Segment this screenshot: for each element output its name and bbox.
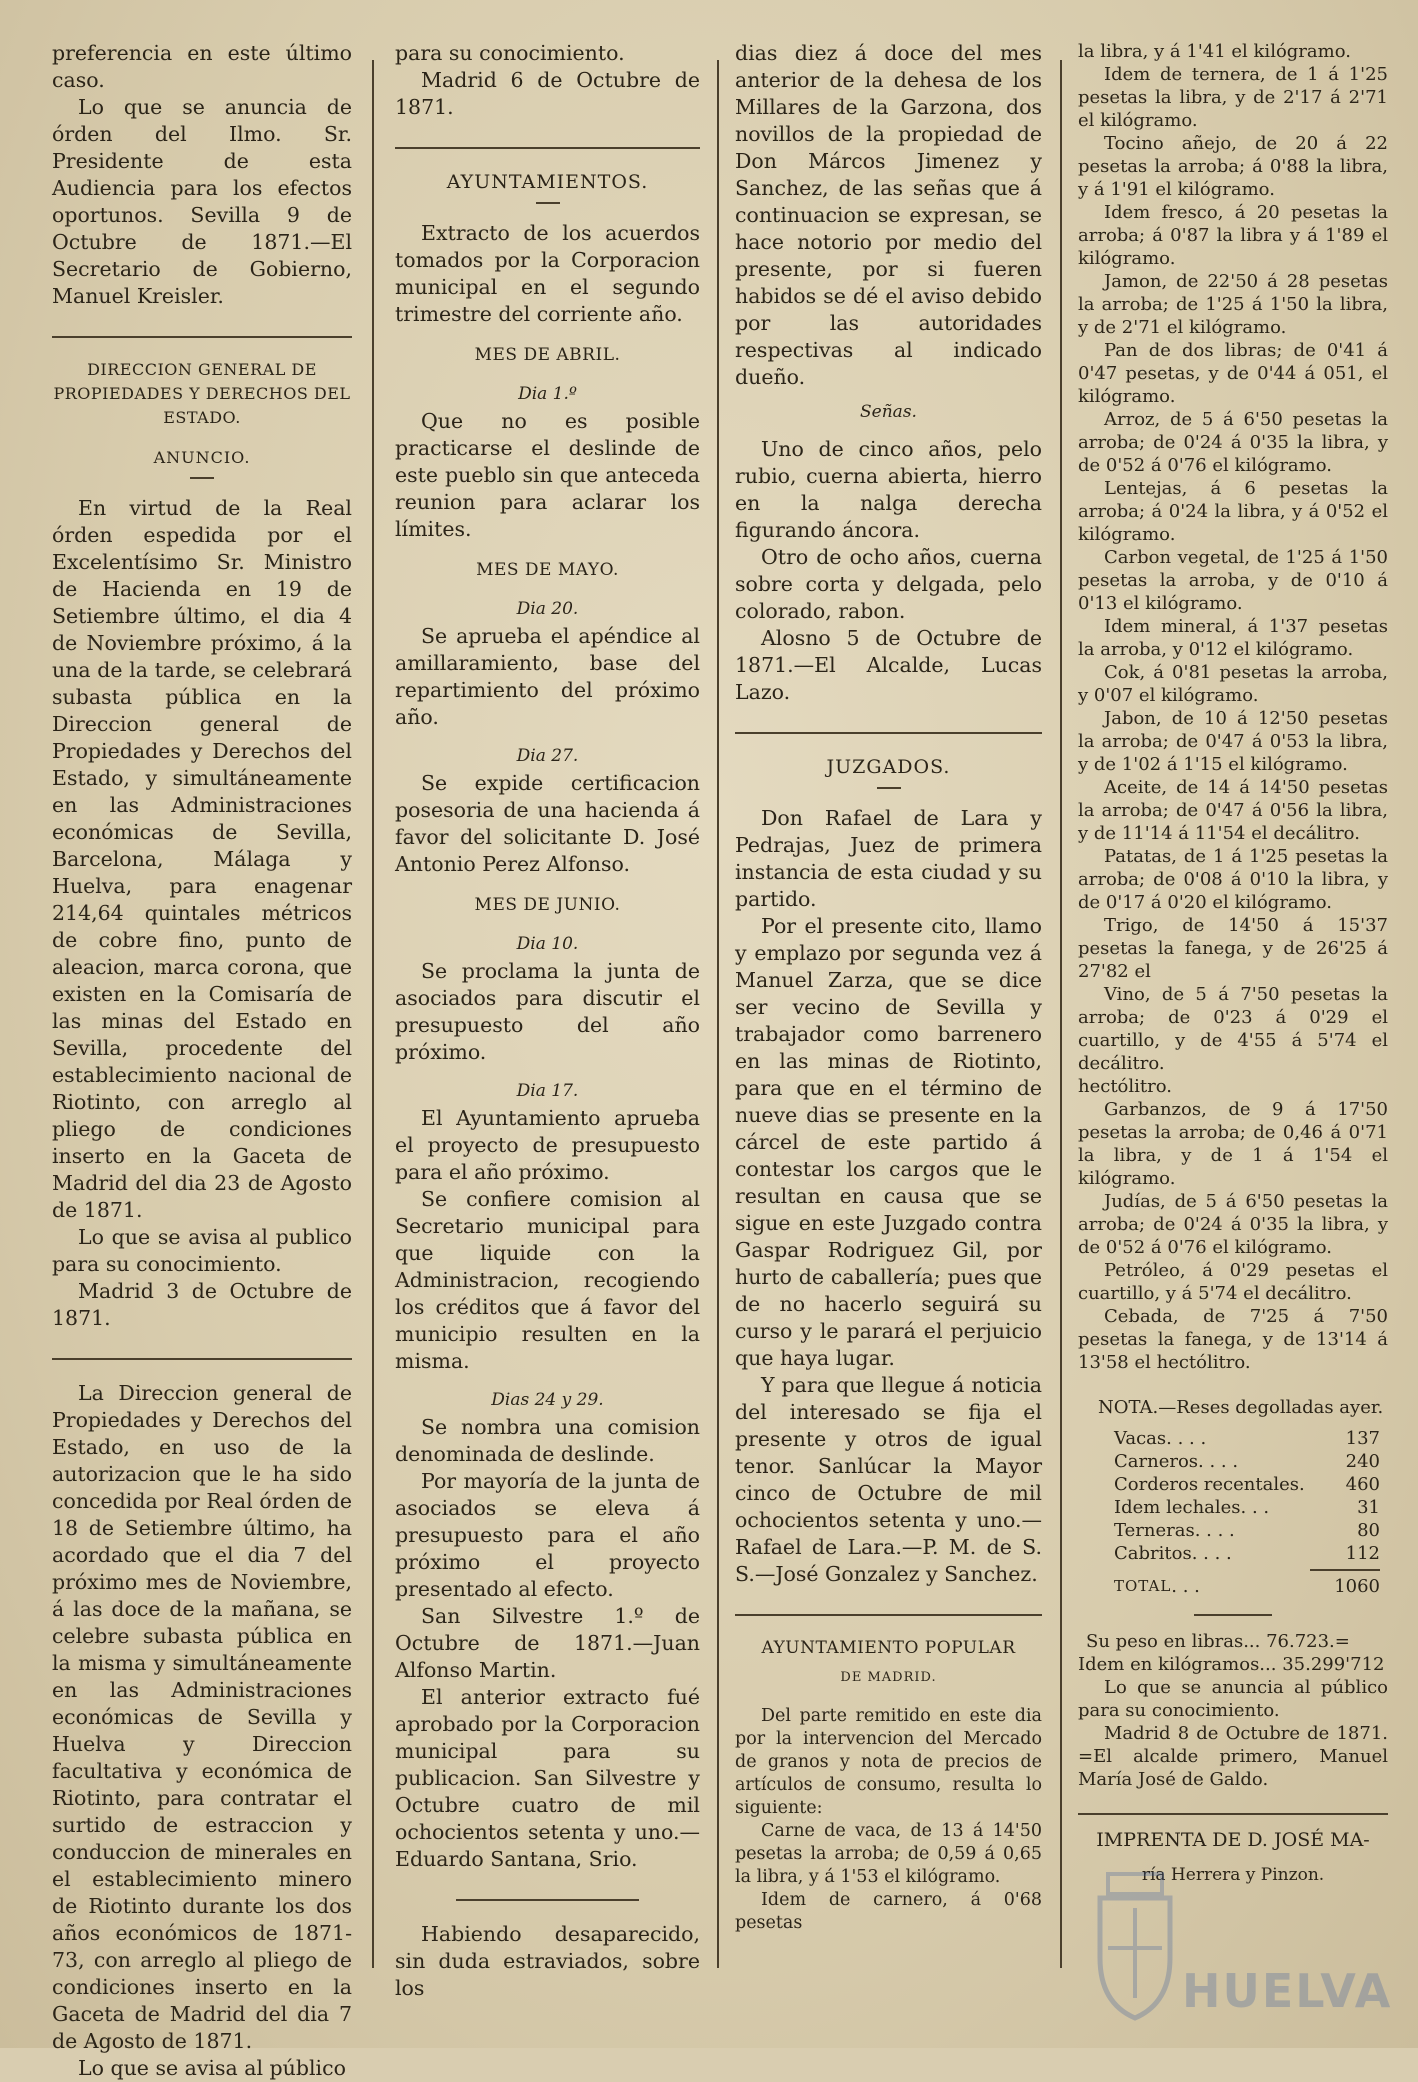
text-paragraph: Lo que se avisa al publico para su conocimiento. — [52, 1225, 352, 1276]
table-row: Carneros . . . . 240 — [1114, 1451, 1380, 1472]
text-paragraph: para su conocimiento. — [395, 41, 625, 65]
text-paragraph: Lo que se anuncia al público para su conocimiento. — [1078, 1677, 1388, 1721]
text-paragraph: Se proclama la junta de asociados para discutir el presupuesto del año próximo. — [395, 959, 700, 1064]
section-divider — [52, 1358, 352, 1360]
table-row: Terneras . . . . 80 — [1114, 1520, 1380, 1541]
day-heading: Dia 10. — [516, 934, 579, 954]
section-title: AYUNTAMIENTOS. — [446, 171, 649, 193]
day-heading: Dia 27. — [516, 746, 579, 766]
column-2 — [395, 40, 700, 2028]
section-divider — [735, 732, 1042, 734]
column-4 — [1078, 40, 1388, 2028]
text-paragraph: Lo que se anuncia de órden del Ilmo. Sr. Presidente de esta Audiencia para los efectos oportunos. Sevilla 9 de Octubre de 1871.—El Secretario de Gobierno, Manuel Kreisler. — [52, 95, 352, 308]
section-heading: DIRECCION GENERAL DE PROPIEDADES Y DERECHOS DEL ESTADO. — [53, 360, 351, 427]
month-heading: MES DE MAYO. — [476, 560, 619, 580]
month-heading: MES DE ABRIL. — [474, 345, 621, 365]
price-item: Pan de dos libras; de 0'41 á 0'47 pesetas, y de 0'44 á 051, el kilógramo. — [1078, 340, 1388, 407]
text-paragraph: Alosno 5 de Octubre de 1871.—El Alcalde, Lucas Lazo. — [735, 626, 1042, 704]
date-line: Madrid 3 de Octubre de 1871. — [52, 1279, 352, 1330]
price-item: Carne de vaca, de 13 á 14'50 pesetas la arroba; de 0,59 á 0,65 la libra, y á 1'53 el kilógramo. — [735, 1821, 1042, 1887]
signature-line: Madrid 8 de Octubre de 1871. =El alcalde primero, Manuel María José de Galdo. — [1078, 1723, 1388, 1790]
table-row: Idem lechales . . . 31 — [1114, 1497, 1380, 1518]
text-paragraph: Y para que llegue á noticia del interesado se fija el presente y otros de igual tenor. Sanlúcar la Mayor cinco de Octubre de mil ochocientos setenta y uno.—Rafael de Lara.—P. M. de S. S.—José Gonzalez y Sanchez. — [735, 1373, 1042, 1586]
text-paragraph: Se nombra una comision denominada de deslinde. — [395, 1415, 700, 1466]
section-divider — [456, 1899, 639, 1901]
price-item: Lentejas, á 6 pesetas la arroba; á 0'24 la libra, y á 0'52 el kilógramo. — [1078, 478, 1388, 545]
price-item: Aceite, de 14 á 14'50 pesetas la arroba; de 0'47 á 0'56 la libra, y de 11'14 á 11'54 el decálitro. — [1078, 777, 1388, 844]
printer-credit: ría Herrera y Pinzon. — [1141, 1865, 1325, 1885]
month-heading: MES DE JUNIO. — [474, 895, 621, 915]
section-divider — [735, 1614, 1042, 1616]
cattle-table — [1078, 1396, 1388, 1791]
text-paragraph: Por mayoría de la junta de asociados se eleva á presupuesto para el año próximo el proyecto presentado al efecto. — [395, 1469, 700, 1601]
section-divider — [395, 147, 700, 149]
price-item: Patatas, de 1 á 1'25 pesetas la arroba; de 0'08 á 0'10 la libra, y de 0'17 á 0'20 el kilógramo. — [1078, 846, 1388, 913]
day-heading: Dias 24 y 29. — [491, 1390, 604, 1410]
column-rule — [717, 60, 719, 1968]
text-paragraph: Don Rafael de Lara y Pedrajas, Juez de primera instancia de esta ciudad y su partido. — [735, 806, 1042, 911]
text-paragraph: La Direccion general de Propiedades y Derechos del Estado, en uso de la autorizacion que le ha sido concedida por Real órden de 18 de Setiembre último, ha acordado que el dia 7 del próximo mes de Noviembre, á las doce de la mañana, se celebre subasta pública en la misma y simultáneamente en las Administraciones económicas de Sevilla y Huelva y Direccion facultativa y económica de Riotinto, para contratar el surtido de estraccion y conduccion de minerales en el establecimiento minero de Riotinto durante los dos años económicos de 1871-73, con arreglo al pliego de condiciones inserto en la Gaceta de Madrid del dia 7 de Agosto de 1871. — [52, 1381, 352, 2053]
day-heading: Dia 20. — [516, 599, 579, 619]
dash-divider — [877, 787, 901, 789]
section-title: JUZGADOS. — [826, 756, 951, 778]
subheading: Señas. — [860, 402, 917, 422]
text-paragraph: Del parte remitido en este dia por la intervencion del Mercado de granos y nota de precios de artículos de consumo, resulta lo siguiente: — [735, 1706, 1042, 1818]
price-item: la libra, y á 1'41 el kilógramo. — [1078, 41, 1351, 62]
table-row: Vacas . . . . 137 — [1114, 1428, 1380, 1449]
watermark-text: HUELVA — [1182, 1964, 1393, 2018]
text-paragraph: Lo que se avisa al público — [78, 2056, 346, 2080]
price-item: Idem fresco, á 20 pesetas la arroba; á 0'87 la libra y á 1'89 el kilógramo. — [1078, 202, 1388, 269]
column-rule — [372, 60, 374, 1968]
price-item: Idem de carnero, á 0'68 pesetas — [735, 1890, 1042, 1933]
table-row: Cabritos . . . . 112 — [1114, 1543, 1380, 1564]
printer-credit: IMPRENTA DE D. JOSÉ MA- — [1096, 1829, 1370, 1851]
column-3 — [735, 40, 1042, 2028]
weight-line: Idem en kilógramos... 35.299'712 — [1078, 1654, 1385, 1675]
text-paragraph: preferencia en este último caso. — [52, 41, 352, 92]
column-1 — [52, 40, 352, 2080]
text-paragraph: Habiendo desaparecido, sin duda estraviados, sobre los — [395, 1922, 700, 2000]
text-paragraph: Extracto de los acuerdos tomados por la Corporacion municipal en el segundo trimestre del corriente año. — [395, 221, 700, 326]
coat-of-arms-icon — [1090, 1868, 1180, 2028]
price-list — [1078, 40, 1388, 1374]
price-item: Idem de ternera, de 1 á 1'25 pesetas la libra, y de 2'17 á 2'71 el kilógramo. — [1078, 64, 1388, 131]
column-rule — [1060, 60, 1062, 1968]
table-row: Corderos recentales . 460 — [1114, 1474, 1380, 1495]
price-item: Tocino añejo, de 20 á 22 pesetas la arroba; á 0'88 la libra, y á 1'91 el kilógramo. — [1078, 133, 1388, 200]
text-paragraph: El anterior extracto fué aprobado por la Corporacion municipal para su publicacion. San Silvestre y Octubre cuatro de mil ochocientos setenta y uno.—Eduardo Santana, Srio. — [395, 1685, 700, 1871]
table-total-row: TOTAL . . . 1060 — [1114, 1576, 1380, 1597]
price-item: Petróleo, á 0'29 pesetas el cuartillo, y á 5'74 el decálitro. — [1078, 1260, 1388, 1304]
day-heading: Dia 17. — [516, 1081, 579, 1101]
text-paragraph: dias diez á doce del mes anterior de la dehesa de los Millares de la Garzona, dos novillos de la propiedad de Don Márcos Jimenez y Sanchez, de las señas que á continuacion se expresan, se hace notorio por medio del presente, por si fueren habidos se dé el aviso debido por las autoridades respectivas al indicado dueño. — [735, 41, 1042, 389]
notice-heading: ANUNCIO. — [153, 448, 251, 467]
text-paragraph: Que no es posible practicarse el deslinde de este pueblo sin que anteceda reunion para aclarar los límites. — [395, 409, 700, 541]
text-paragraph: El Ayuntamiento aprueba el proyecto de presupuesto para el año próximo. — [395, 1106, 700, 1184]
price-item: Carbon vegetal, de 1'25 á 1'50 pesetas la arroba, y de 0'10 á 0'13 el kilógramo. — [1078, 547, 1388, 614]
text-paragraph: Se aprueba el apéndice al amillaramiento, base del repartimiento del próximo año. — [395, 624, 700, 729]
weight-line: Su peso en libras... 76.723.= — [1086, 1631, 1350, 1652]
section-divider — [1078, 1813, 1388, 1815]
price-item: Cok, á 0'81 pesetas la arroba, y 0'07 el kilógramo. — [1078, 662, 1388, 706]
date-line: Madrid 6 de Octubre de 1871. — [395, 68, 700, 119]
section-subheading: DE MADRID. — [840, 1670, 937, 1685]
price-item: Trigo, de 14'50 á 15'37 pesetas la fanega, y de 26'25 á 27'82 el — [1078, 915, 1388, 982]
text-paragraph: Por el presente cito, llamo y emplazo por segunda vez á Manuel Zarza, que se dice ser vecino de Sevilla y trabajador como barrenero en las minas de Riotinto, para que en el término de nueve dias se presente en la cárcel de este partido á contestar los cargos que le resultan en causa que se sigue en este Juzgado contra Gaspar Rodriguez Gil, por hurto de caballería; pues que de no hacerlo seguirá su curso y le parará el perjuicio que haya lugar. — [735, 914, 1042, 1370]
section-heading: AYUNTAMIENTO POPULAR — [761, 1638, 1016, 1658]
text-paragraph: Uno de cinco años, pelo rubio, cuerna abierta, hierro en la nalga derecha figurando áncora. — [735, 437, 1042, 542]
price-item: Jabon, de 10 á 12'50 pesetas la arroba; de 0'47 á 0'53 la libra, y de 1'02 á 1'15 el kilógramo. — [1078, 708, 1388, 775]
price-item: Garbanzos, de 9 á 17'50 pesetas la arroba; de 0,46 á 0'71 la libra, y de 1 á 1'54 el kilógramo. — [1078, 1099, 1388, 1189]
text-paragraph: Se expide certificacion posesoria de una hacienda á favor del solicitante D. José Antonio Perez Alfonso. — [395, 771, 700, 876]
day-heading: Dia 1.º — [518, 384, 577, 404]
archive-watermark — [1090, 1868, 1393, 2028]
price-item: Vino, de 5 á 7'50 pesetas la arroba; de 0'23 á 0'29 el cuartillo, y de 4'55 á 5'74 el decálitro. — [1078, 984, 1388, 1074]
section-divider — [1194, 1614, 1272, 1616]
dash-divider — [536, 202, 560, 204]
table-caption: NOTA.—Reses degolladas ayer. — [1098, 1397, 1384, 1418]
price-item: Arroz, de 5 á 6'50 pesetas la arroba; de 0'24 á 0'35 la libra, y de 0'52 á 0'76 el kilógramo. — [1078, 409, 1388, 476]
price-item: Jamon, de 22'50 á 28 pesetas la arroba; de 1'25 á 1'50 la libra, y de 2'71 el kilógramo. — [1078, 271, 1388, 338]
price-item: hectólitro. — [1078, 1076, 1172, 1097]
price-item: Cebada, de 7'25 á 7'50 pesetas la fanega, y de 13'14 á 13'58 el hectólitro. — [1078, 1306, 1388, 1373]
text-paragraph: En virtud de la Real órden espedida por el Excelentísimo Sr. Ministro de Hacienda en 19 de Setiembre último, el dia 4 de Noviembre próximo, á la una de la tarde, se celebrará subasta pública en la Direccion general de Propiedades y Derechos del Estado, y simultáneamente en las Administraciones económicas de Sevilla, Barcelona, Málaga y Huelva, para enagenar 214,64 quintales métricos de cobre fino, punto de aleacion, marca corona, que existen en la Comisaría de las minas del Estado en Sevilla, procedente del establecimiento nacional de Riotinto, con arreglo al pliego de condiciones inserto en la Gaceta de Madrid del dia 23 de Agosto de 1871. — [52, 496, 352, 1222]
price-item: Idem mineral, á 1'37 pesetas la arroba, y 0'12 el kilógramo. — [1078, 616, 1388, 660]
price-item: Judías, de 5 á 6'50 pesetas la arroba; de 0'24 á 0'35 la libra, y de 0'52 á 0'76 el kilógramo. — [1078, 1191, 1388, 1258]
total-divider — [1310, 1569, 1380, 1571]
text-paragraph: Otro de ocho años, cuerna sobre corta y delgada, pelo colorado, rabon. — [735, 545, 1042, 623]
section-divider — [52, 336, 352, 338]
dash-divider — [190, 477, 214, 479]
text-paragraph: San Silvestre 1.º de Octubre de 1871.—Juan Alfonso Martin. — [395, 1604, 700, 1682]
text-paragraph: Se confiere comision al Secretario municipal para que liquide con la Administracion, recogiendo los créditos que á favor del municipio resulten en la misma. — [395, 1187, 700, 1373]
